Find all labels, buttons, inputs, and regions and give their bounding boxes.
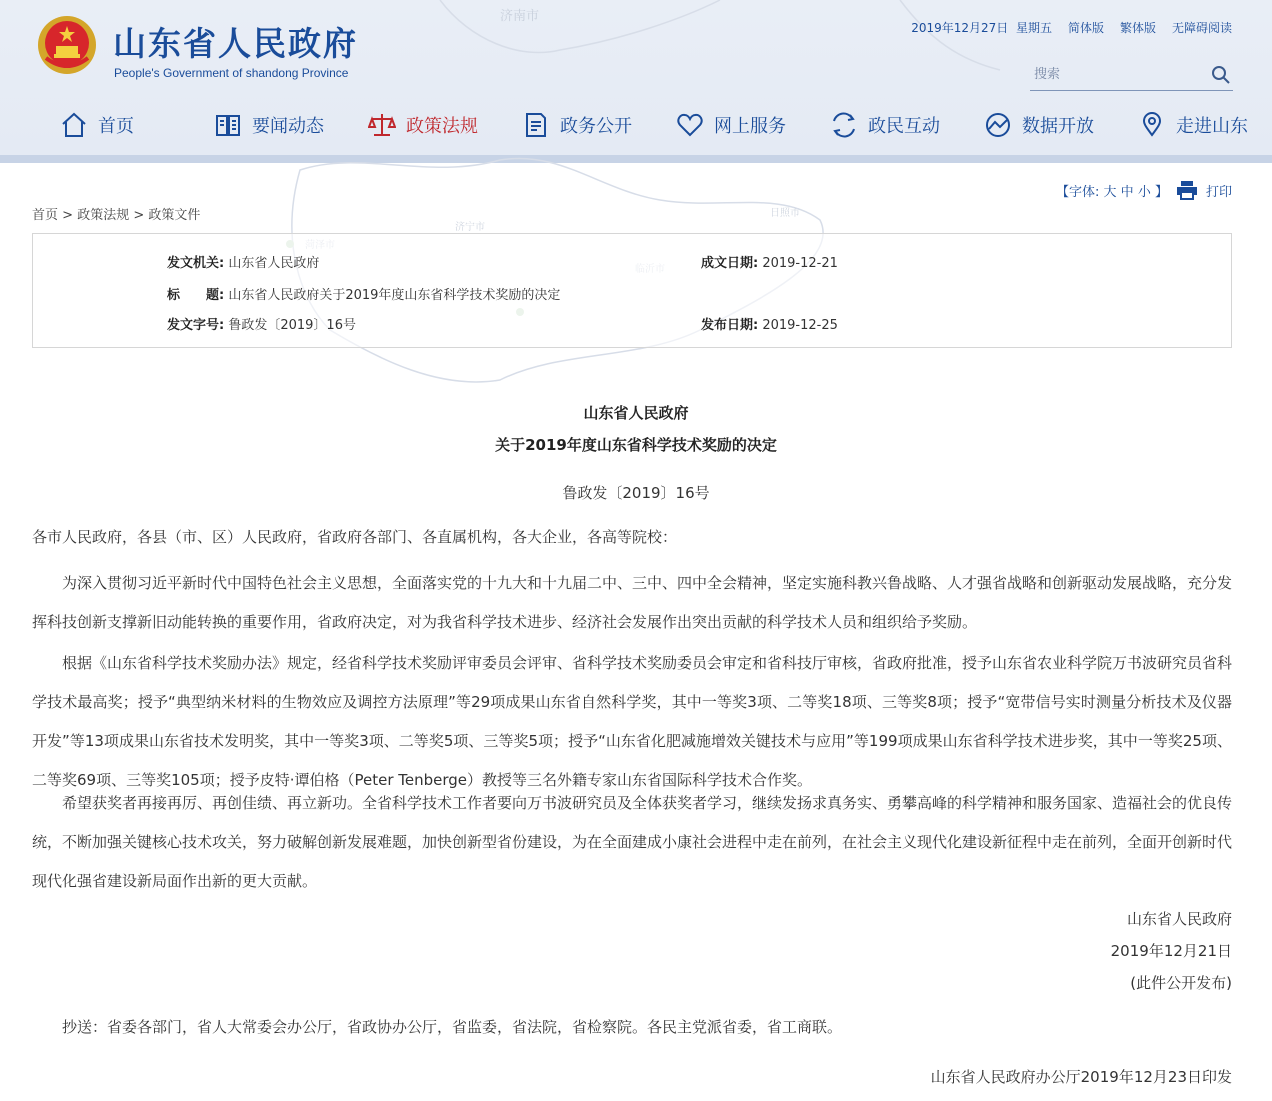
- nav-policy[interactable]: 政策法规: [368, 105, 522, 145]
- breadcrumb-policy-docs[interactable]: 政策文件: [148, 208, 201, 223]
- breadcrumb-home[interactable]: 首页: [32, 208, 59, 223]
- signature-date: 2019年12月21日: [1110, 942, 1232, 960]
- open-gov-icon: [522, 111, 550, 139]
- doc-title-line2: 关于2019年度山东省科学技术奖励的决定: [495, 436, 777, 454]
- print-button[interactable]: 打印: [1205, 184, 1232, 200]
- heart-icon: [676, 111, 704, 139]
- meta-published-date: 发布日期: 2019-12-25: [701, 318, 838, 333]
- national-emblem-logo: [36, 14, 98, 76]
- news-icon: [214, 111, 242, 139]
- nav-about-shandong[interactable]: 走进山东: [1138, 105, 1272, 145]
- meta-doc-no: 发文字号: 鲁政发〔2019〕16号: [167, 318, 356, 333]
- home-icon: [60, 111, 88, 139]
- nav-online-service[interactable]: 网上服务: [676, 105, 830, 145]
- doc-title-line1: 山东省人民政府: [583, 404, 689, 422]
- paragraph-1: 为深入贯彻习近平新时代中国特色社会主义思想，全面落实党的十九大和十九届二中、三中、四中全会精神，坚定实施科教兴鲁战略、人才强省战略和创新驱动发展战略，充分发挥科技创新支撑新旧动能转换的重要作用，省政府决定，对为我省科学技术进步、经济社会发展作出突出贡献的科学技术人员和组织给予奖励。: [32, 574, 1233, 631]
- accessibility-link[interactable]: 无障碍阅读: [1171, 21, 1232, 35]
- search-box: [1030, 60, 1233, 91]
- interaction-icon: [830, 111, 858, 139]
- location-icon: [1138, 111, 1166, 139]
- meta-issuer: 发文机关: 山东省人民政府: [167, 256, 320, 271]
- font-large-button[interactable]: 大: [1103, 184, 1117, 200]
- paragraph-3: 希望获奖者再接再厉、再创佳绩、再立新功。全省科学技术工作者要向万书波研究员及全体获奖者学习，继续发扬求真务实、勇攀高峰的科学精神和服务国家、造福社会的优良传统，不断加强关键核心技术攻关，努力破解创新发展难题，加快创新型省份建设，为在全面建成小康社会进程中走在前列，在社会主义现代化建设新征程中走在前列，全面开创新时代现代化强省建设新局面作出新的更大贡献。: [32, 794, 1233, 890]
- signature: 山东省人民政府: [1126, 910, 1232, 928]
- font-size-control: 【字体: 大 中 小 】: [1055, 184, 1168, 200]
- publication-note: (此件公开发布): [1130, 974, 1232, 992]
- data-globe-icon: [984, 111, 1012, 139]
- font-medium-button[interactable]: 中: [1120, 184, 1134, 200]
- site-title[interactable]: 山东省人民政府: [113, 24, 358, 63]
- main-nav: [60, 105, 1272, 145]
- traditional-version-link[interactable]: 繁体版: [1119, 21, 1156, 35]
- cc-list: 抄送：省委各部门，省人大常委会办公厅，省政协办公厅，省监委，省法院，省检察院。各民主党派省委，省工商联。: [62, 1018, 843, 1036]
- scale-icon: [368, 111, 396, 139]
- map-label-jining: 济宁市: [455, 222, 485, 233]
- breadcrumb: 首页 > 政策法规 > 政策文件: [32, 208, 201, 223]
- nav-data-open[interactable]: 数据开放: [984, 105, 1138, 145]
- meta-created-date: 成文日期: 2019-12-21: [701, 256, 838, 271]
- salutation: 各市人民政府，各县（市、区）人民政府，省政府各部门、各直属机构，各大企业，各高等院校：: [32, 528, 678, 546]
- map-label-jinan: 济南市: [500, 9, 540, 24]
- nav-home[interactable]: 首页: [60, 105, 214, 145]
- font-small-button[interactable]: 小: [1137, 184, 1151, 200]
- top-links: [911, 19, 1232, 36]
- search-input[interactable]: [1030, 60, 1208, 88]
- nav-news[interactable]: 要闻动态: [214, 105, 368, 145]
- simplified-version-link[interactable]: 简体版: [1067, 21, 1104, 35]
- printed-by: 山东省人民政府办公厅2019年12月23日印发: [930, 1068, 1232, 1086]
- doc-number: 鲁政发〔2019〕16号: [562, 484, 710, 502]
- document-metadata: [32, 233, 1232, 348]
- current-date: 2019年12月27日 星期五: [911, 21, 1052, 35]
- nav-interaction[interactable]: 政民互动: [830, 105, 984, 145]
- paragraph-2: 根据《山东省科学技术奖励办法》规定，经省科学技术奖励评审委员会评审、省科学技术奖励委员会审定和省科技厅审核，省政府批准，授予山东省农业科学院万书波研究员省科学技术最高奖；授予“典型纳米材料的生物效应及调控方法原理”等29项成果山东省自然科学奖，其中一等奖3项、二等奖18项、三等奖8项；授予“宽带信号实时测量分析技术及仪器开发”等13项成果山东省技术发明奖，其中一等奖3项、二等奖5项、三等奖5项；授予“山东省化肥减施增效关键技术与应用”等199项成果山东省科学技术进步奖，其中一等奖25项、二等奖69项、三等奖105项；授予皮特·谭伯格（Peter Tenberge）教授等三名外籍专家山东省国际科学技术合作奖。: [32, 654, 1233, 789]
- header-divider: [0, 155, 1272, 163]
- breadcrumb-policy[interactable]: 政策法规: [77, 208, 130, 223]
- site-subtitle: People's Government of shandong Province: [114, 66, 349, 80]
- map-label-rizhao: 日照市: [770, 208, 800, 219]
- meta-title: 标 题: 山东省人民政府关于2019年度山东省科学技术奖励的决定: [167, 288, 561, 303]
- search-icon[interactable]: [1211, 65, 1231, 85]
- nav-open-gov[interactable]: 政务公开: [522, 105, 676, 145]
- page-toolbar: [1056, 180, 1232, 200]
- print-icon[interactable]: [1176, 180, 1198, 200]
